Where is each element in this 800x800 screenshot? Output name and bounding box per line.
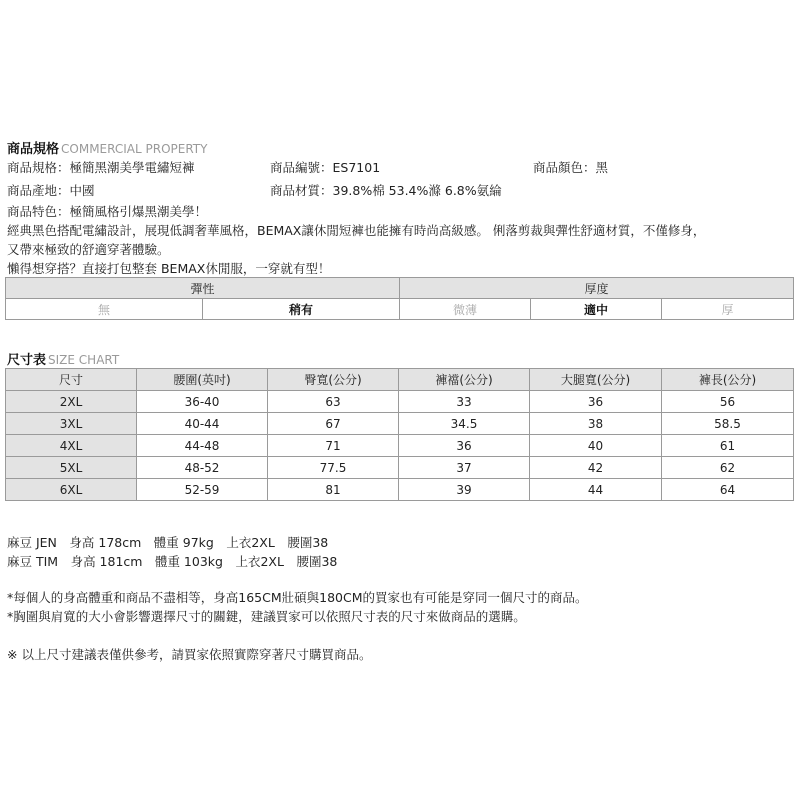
size-chart-header-row [6,369,794,391]
thickness-option-medium: 適中 [531,299,662,320]
cell-crotch: 33 [399,391,530,413]
cell-waist: 36-40 [137,391,268,413]
cell-length: 56 [662,391,794,413]
header-crotch: 褲襠(公分) [399,369,530,391]
size-chart-section-title [7,349,119,368]
elastic-option-slight: 稍有 [203,299,400,320]
cell-crotch: 37 [399,457,530,479]
cell-thigh: 42 [530,457,662,479]
model-jen: 麻豆 JEN 身高 178cm 體重 97kg 上衣2XL 腰圍38 [7,535,329,550]
cell-size: 5XL [6,457,137,479]
cell-thigh: 38 [530,413,662,435]
spec-name: 商品規格：極簡黑潮美學電繡短褲 [7,160,195,175]
cell-hip: 63 [268,391,399,413]
size-row [6,391,794,413]
cell-size: 4XL [6,435,137,457]
cell-size: 3XL [6,413,137,435]
cell-length: 61 [662,435,794,457]
cell-hip: 71 [268,435,399,457]
elasticity-label: 彈性 [6,278,400,299]
cell-waist: 48-52 [137,457,268,479]
spec-feature-3: 又帶來極致的舒適穿著體驗。 [7,242,170,257]
elasticity-options-row [6,299,794,320]
cell-size: 2XL [6,391,137,413]
size-chart-title: 尺寸表 [7,353,47,368]
cell-crotch: 36 [399,435,530,457]
spec-title: 商品規格 [7,142,60,157]
size-chart-table [5,368,794,501]
spec-color: 商品顏色：黑 [533,160,609,175]
header-size: 尺寸 [6,369,137,391]
spec-code: 商品編號：ES7101 [270,160,381,175]
cell-hip: 77.5 [268,457,399,479]
cell-thigh: 36 [530,391,662,413]
model-tim: 麻豆 TIM 身高 181cm 體重 103kg 上衣2XL 腰圍38 [7,554,338,569]
cell-length: 62 [662,457,794,479]
cell-crotch: 34.5 [399,413,530,435]
thickness-option-thin: 微薄 [400,299,531,320]
cell-waist: 52-59 [137,479,268,501]
cell-waist: 40-44 [137,413,268,435]
spec-feature-4: 懶得想穿搭？直接打包整套 BEMAX休閒服，一穿就有型！ [7,261,331,276]
note-2: *胸圍與肩寬的大小會影響選擇尺寸的關鍵，建議買家可以依照尺寸表的尺寸來做商品的選購。 [7,609,526,624]
cell-thigh: 44 [530,479,662,501]
spec-feature-1: 商品特色：極簡風格引爆黑潮美學！ [7,204,208,219]
spec-section-title [7,138,207,157]
size-chart-title-en: SIZE CHART [48,353,120,367]
cell-waist: 44-48 [137,435,268,457]
cell-length: 58.5 [662,413,794,435]
size-row [6,413,794,435]
header-hip: 臀寬(公分) [268,369,399,391]
elasticity-thickness-table [5,277,794,320]
cell-hip: 67 [268,413,399,435]
spec-feature-2: 經典黑色搭配電繡設計，展現低調奢華風格，BEMAX讓休閒短褲也能擁有時尚高級感。 俐落剪裁與彈性舒適材質，不僅修身， [7,223,706,238]
thickness-label: 厚度 [400,278,794,299]
cell-crotch: 39 [399,479,530,501]
size-row [6,435,794,457]
size-row [6,479,794,501]
thickness-option-thick: 厚 [662,299,794,320]
note-1: *每個人的身高體重和商品不盡相等，身高165CM壯碩與180CM的買家也有可能是穿同一個尺寸的商品。 [7,590,588,605]
disclaimer: ※ 以上尺寸建議表僅供參考，請買家依照實際穿著尺寸購買商品。 [7,647,372,662]
elasticity-header-row [6,278,794,299]
header-length: 褲長(公分) [662,369,794,391]
cell-hip: 81 [268,479,399,501]
spec-material: 商品材質：39.8%棉 53.4%滌 6.8%氨綸 [270,183,502,198]
cell-size: 6XL [6,479,137,501]
elastic-option-none: 無 [6,299,203,320]
size-row [6,457,794,479]
header-thigh: 大腿寬(公分) [530,369,662,391]
spec-title-en: COMMERCIAL PROPERTY [61,142,208,156]
cell-length: 64 [662,479,794,501]
spec-origin: 商品產地：中國 [7,183,95,198]
cell-thigh: 40 [530,435,662,457]
header-waist: 腰圍(英吋) [137,369,268,391]
